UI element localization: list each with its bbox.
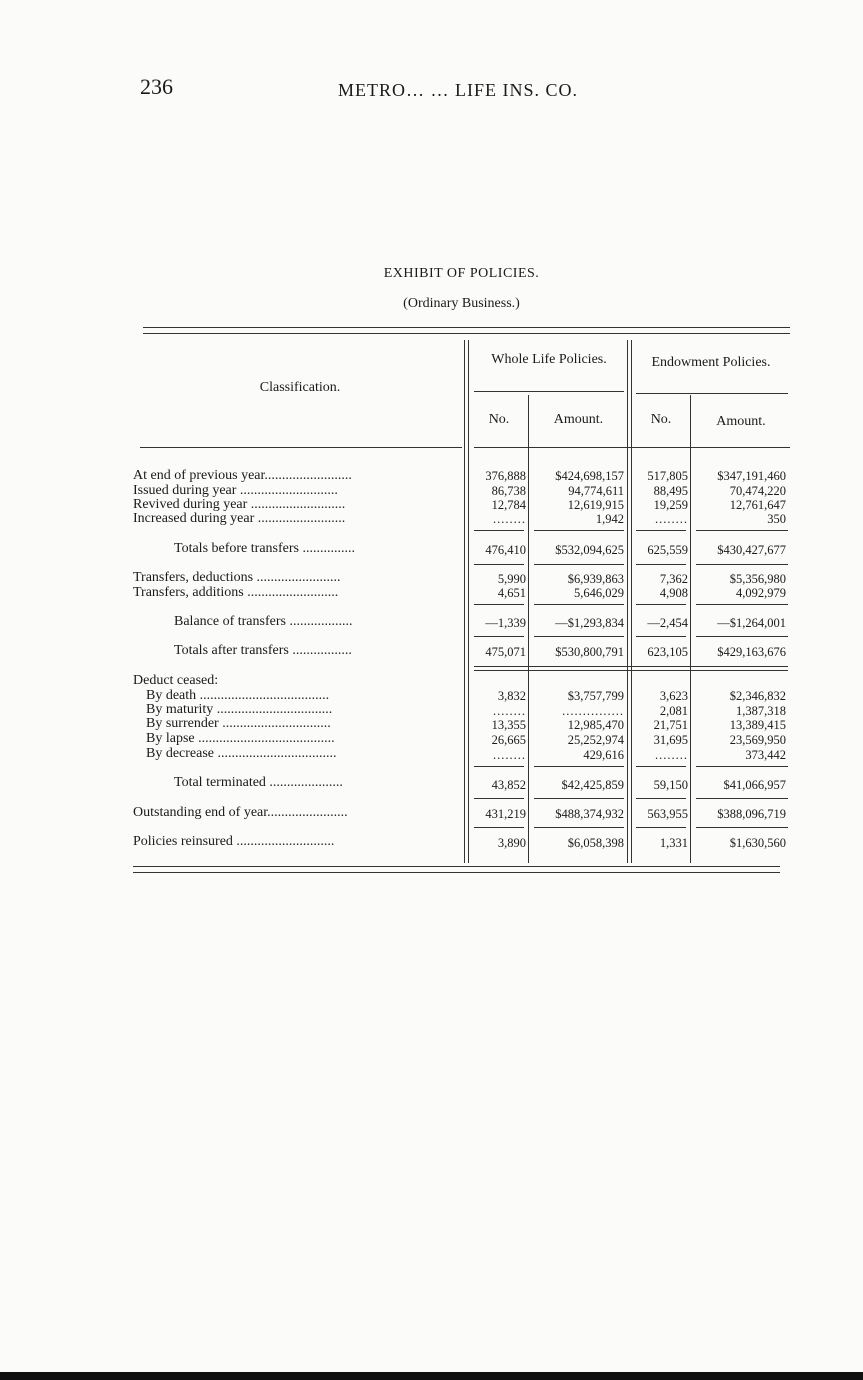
rule xyxy=(636,636,686,637)
col-divider-3a xyxy=(627,340,628,863)
rule xyxy=(474,530,524,531)
row-wl-no: 43,852 xyxy=(491,778,526,792)
col-divider-4 xyxy=(690,395,691,863)
rule xyxy=(696,766,788,767)
row-en-amount: $2,346,832 xyxy=(729,689,786,703)
row-wl-amount: 429,616 xyxy=(583,748,624,762)
rule xyxy=(636,798,686,799)
rule xyxy=(636,564,686,565)
row-en-no: 19,259 xyxy=(653,498,688,512)
rule xyxy=(636,766,686,767)
rule xyxy=(474,827,524,828)
row-en-no: —2,454 xyxy=(647,616,688,630)
row-wl-amount: $3,757,799 xyxy=(567,689,624,703)
endowment-header-rule xyxy=(636,393,788,394)
whole-life-header-rule xyxy=(474,391,624,392)
rule xyxy=(696,798,788,799)
rule xyxy=(534,564,624,565)
row-wl-amount: 12,985,470 xyxy=(567,718,624,732)
row-wl-amount: 5,646,029 xyxy=(574,586,624,600)
row-wl-no: ........ xyxy=(493,704,526,718)
endowment-header: Endowment Policies. xyxy=(651,355,771,370)
header-rule-right xyxy=(474,447,790,448)
row-wl-no: 431,219 xyxy=(485,807,526,821)
row-en-no: 1,331 xyxy=(659,836,688,850)
header-rule-left xyxy=(140,447,462,448)
row-wl-amount: $6,058,398 xyxy=(567,836,624,850)
row-wl-amount: 94,774,611 xyxy=(568,484,624,498)
rule xyxy=(696,604,788,605)
row-wl-no: 5,990 xyxy=(497,572,526,586)
row-en-amount: 1,387,318 xyxy=(736,704,786,718)
row-en-no: 88,495 xyxy=(653,484,688,498)
rule xyxy=(636,530,686,531)
row-en-amount: 13,389,415 xyxy=(729,718,786,732)
rule xyxy=(636,604,686,605)
row-label: By decrease .................................. xyxy=(146,746,337,761)
rule xyxy=(534,530,624,531)
top-rule xyxy=(143,327,790,328)
col-divider-1b xyxy=(468,340,469,863)
row-label: Outstanding end of year....................... xyxy=(133,805,348,820)
row-wl-no: 3,832 xyxy=(497,689,526,703)
row-label: By death ..................................... xyxy=(146,688,330,703)
row-label: Transfers, additions .......................... xyxy=(133,585,339,600)
rule xyxy=(474,636,524,637)
col-divider-2 xyxy=(528,395,529,863)
row-en-no: 21,751 xyxy=(653,718,688,732)
rule xyxy=(696,564,788,565)
row-wl-amount: ............... xyxy=(562,704,624,718)
row-wl-no: 13,355 xyxy=(491,718,526,732)
rule xyxy=(696,827,788,828)
wl-no-header: No. xyxy=(488,412,510,427)
rule xyxy=(534,827,624,828)
row-wl-no: 476,410 xyxy=(485,543,526,557)
row-en-no: ........ xyxy=(655,748,688,762)
row-wl-no: —1,339 xyxy=(485,616,526,630)
row-wl-amount: 1,942 xyxy=(595,512,624,526)
row-wl-amount: 12,619,915 xyxy=(567,498,624,512)
rule xyxy=(534,766,624,767)
row-en-amount: $429,163,676 xyxy=(717,645,786,659)
col-divider-1a xyxy=(464,340,465,863)
row-wl-amount: $424,698,157 xyxy=(555,469,624,483)
row-wl-amount: $488,374,932 xyxy=(555,807,624,821)
row-en-no: 59,150 xyxy=(653,778,688,792)
row-wl-amount: —$1,293,834 xyxy=(555,616,624,630)
exhibit-subtitle: (Ordinary Business.) xyxy=(403,296,520,311)
row-wl-no: 3,890 xyxy=(497,836,526,850)
rule xyxy=(474,564,524,565)
rule xyxy=(474,766,524,767)
row-en-amount: $5,356,980 xyxy=(729,572,786,586)
en-no-header: No. xyxy=(650,412,672,427)
row-en-amount: 23,569,950 xyxy=(729,733,786,747)
rule xyxy=(474,604,524,605)
row-en-amount: 12,761,647 xyxy=(729,498,786,512)
row-en-no: 2,081 xyxy=(659,704,688,718)
wl-amount-header: Amount. xyxy=(553,412,604,427)
row-wl-no: 86,738 xyxy=(491,484,526,498)
row-wl-no: 12,784 xyxy=(491,498,526,512)
row-label: At end of previous year......................... xyxy=(133,468,352,483)
row-en-amount: 350 xyxy=(767,512,786,526)
rule xyxy=(636,827,686,828)
en-amount-header: Amount. xyxy=(716,414,766,429)
row-wl-no: ........ xyxy=(493,748,526,762)
row-en-amount: $41,066,957 xyxy=(723,778,786,792)
row-label: Deduct ceased: xyxy=(133,673,219,688)
row-en-no: 625,559 xyxy=(647,543,688,557)
top-rule-2 xyxy=(143,333,790,334)
bottom-rule-2 xyxy=(133,872,780,873)
row-wl-no: 26,665 xyxy=(491,733,526,747)
rule xyxy=(696,636,788,637)
row-en-amount: 4,092,979 xyxy=(736,586,786,600)
row-label: By maturity ................................. xyxy=(146,702,333,717)
row-en-amount: 373,442 xyxy=(745,748,786,762)
row-wl-no: 376,888 xyxy=(485,469,526,483)
page-number: 236 xyxy=(140,74,173,99)
row-label: Transfers, deductions ........................ xyxy=(133,570,341,585)
row-label: Policies reinsured ............................ xyxy=(133,834,335,849)
running-head: METRO… … LIFE INS. CO. xyxy=(338,80,579,100)
row-en-no: 31,695 xyxy=(653,733,688,747)
row-wl-amount: $532,094,625 xyxy=(555,543,624,557)
row-label: Total terminated ..................... xyxy=(174,775,343,790)
row-en-amount: —$1,264,001 xyxy=(717,616,786,630)
row-en-amount: 70,474,220 xyxy=(729,484,786,498)
row-en-amount: $388,096,719 xyxy=(717,807,786,821)
row-label: Issued during year ............................ xyxy=(133,483,338,498)
row-wl-no: ........ xyxy=(493,512,526,526)
row-en-amount: $430,427,677 xyxy=(717,543,786,557)
bottom-rule xyxy=(133,866,780,867)
row-label: Revived during year ........................... xyxy=(133,497,346,512)
row-en-amount: $347,191,460 xyxy=(717,469,786,483)
row-en-no: 623,105 xyxy=(647,645,688,659)
scan-edge xyxy=(0,1372,863,1380)
rule xyxy=(696,530,788,531)
rule xyxy=(534,604,624,605)
row-wl-amount: $530,800,791 xyxy=(555,645,624,659)
row-label: By surrender ............................... xyxy=(146,716,331,731)
double-rule-2 xyxy=(474,670,788,671)
row-label: Totals after transfers ................. xyxy=(174,643,352,658)
rule xyxy=(534,636,624,637)
row-wl-no: 4,651 xyxy=(497,586,526,600)
row-en-amount: $1,630,560 xyxy=(729,836,786,850)
row-en-no: 517,805 xyxy=(647,469,688,483)
row-label: Increased during year ......................... xyxy=(133,511,346,526)
row-en-no: 7,362 xyxy=(659,572,688,586)
exhibit-title: EXHIBIT OF POLICIES. xyxy=(383,266,540,281)
row-wl-no: 475,071 xyxy=(485,645,526,659)
double-rule xyxy=(474,666,788,667)
whole-life-header: Whole Life Policies. xyxy=(491,352,607,367)
row-label: Totals before transfers ............... xyxy=(174,541,355,556)
rule xyxy=(534,798,624,799)
row-en-no: 4,908 xyxy=(659,586,688,600)
rule xyxy=(474,798,524,799)
row-wl-amount: 25,252,974 xyxy=(567,733,624,747)
row-label: By lapse ....................................... xyxy=(146,731,335,746)
row-en-no: 563,955 xyxy=(647,807,688,821)
row-wl-amount: $6,939,863 xyxy=(567,572,624,586)
row-en-no: ........ xyxy=(655,512,688,526)
classification-header: Classification. xyxy=(259,380,341,395)
row-wl-amount: $42,425,859 xyxy=(561,778,624,792)
row-en-no: 3,623 xyxy=(659,689,688,703)
row-label: Balance of transfers .................. xyxy=(174,614,353,629)
